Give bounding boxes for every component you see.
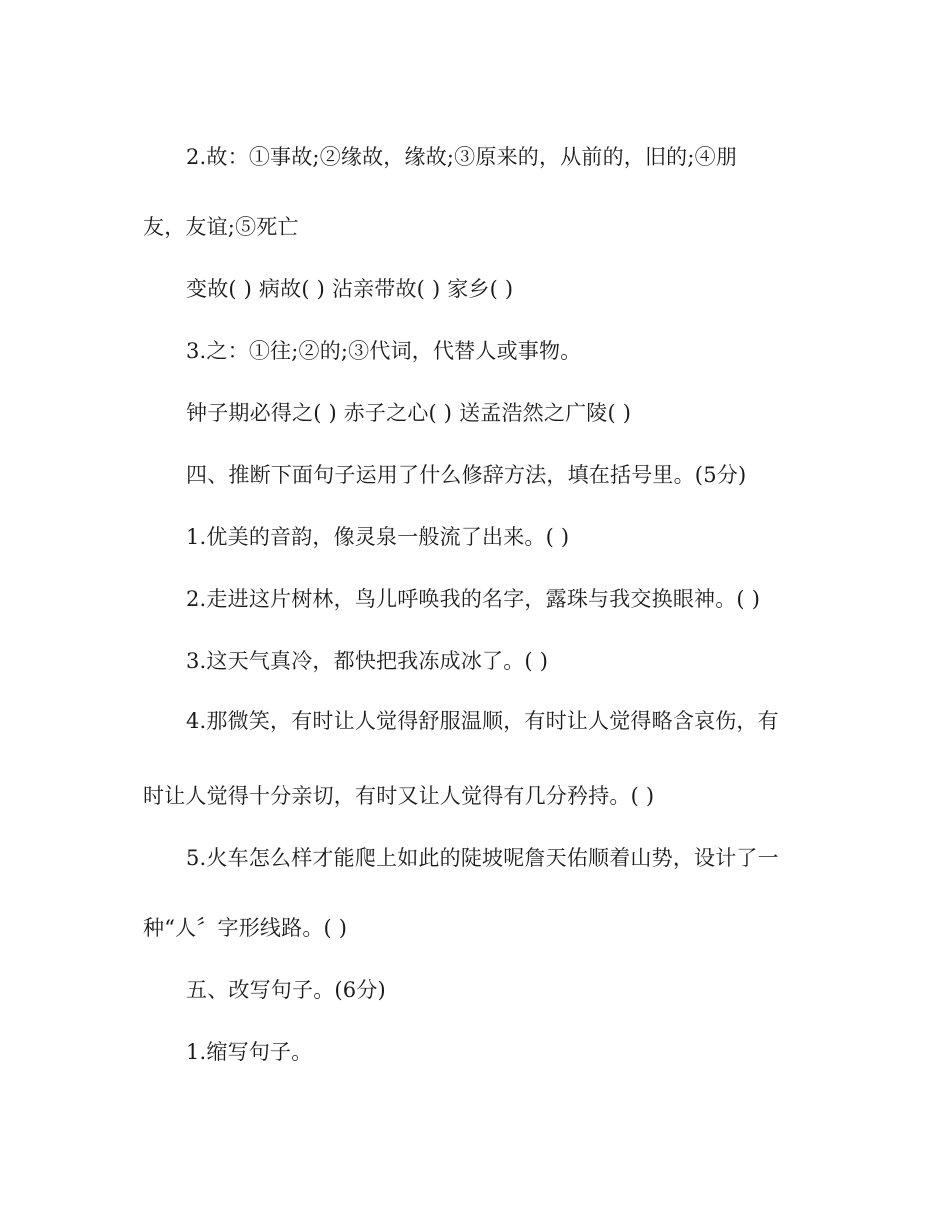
question-3-definitions: 3.之：①往;②的;③代词，代替人或事物。	[186, 339, 582, 363]
question-3-words: 钟子期必得之( ) 赤子之心( ) 送孟浩然之广陵( )	[186, 401, 632, 425]
section-4-item-5-line-2: 种“人〞字形线路。( )	[143, 916, 348, 940]
question-2-definitions-line-2: 友，友谊;⑤死亡	[143, 215, 299, 239]
question-2-definitions-line-1: 2.故：①事故;②缘故，缘故;③原来的，从前的，旧的;④朋	[186, 145, 738, 169]
section-5-item-1: 1.缩写句子。	[186, 1040, 313, 1064]
section-4-item-1: 1.优美的音韵，像灵泉一般流了出来。( )	[186, 525, 570, 549]
section-4-item-2: 2.走进这片树林，鸟儿呼唤我的名字，露珠与我交换眼神。( )	[186, 587, 761, 611]
section-4-heading: 四、推断下面句子运用了什么修辞方法，填在括号里。(5分)	[186, 463, 747, 487]
question-2-words: 变故( ) 病故( ) 沾亲带故( ) 家乡( )	[186, 277, 514, 301]
section-4-item-5-line-1: 5.火车怎么样才能爬上如此的陡坡呢詹天佑顺着山势，设计了一	[186, 846, 779, 870]
section-4-item-4-line-2: 时让人觉得十分亲切，有时又让人觉得有几分矜持。( )	[143, 784, 655, 808]
section-4-item-3: 3.这天气真冷，都快把我冻成冰了。( )	[186, 649, 549, 673]
section-5-heading: 五、改写句子。(6分)	[186, 978, 386, 1002]
section-4-item-4-line-1: 4.那微笑，有时让人觉得舒服温顺，有时让人觉得略含哀伤，有	[186, 709, 779, 733]
